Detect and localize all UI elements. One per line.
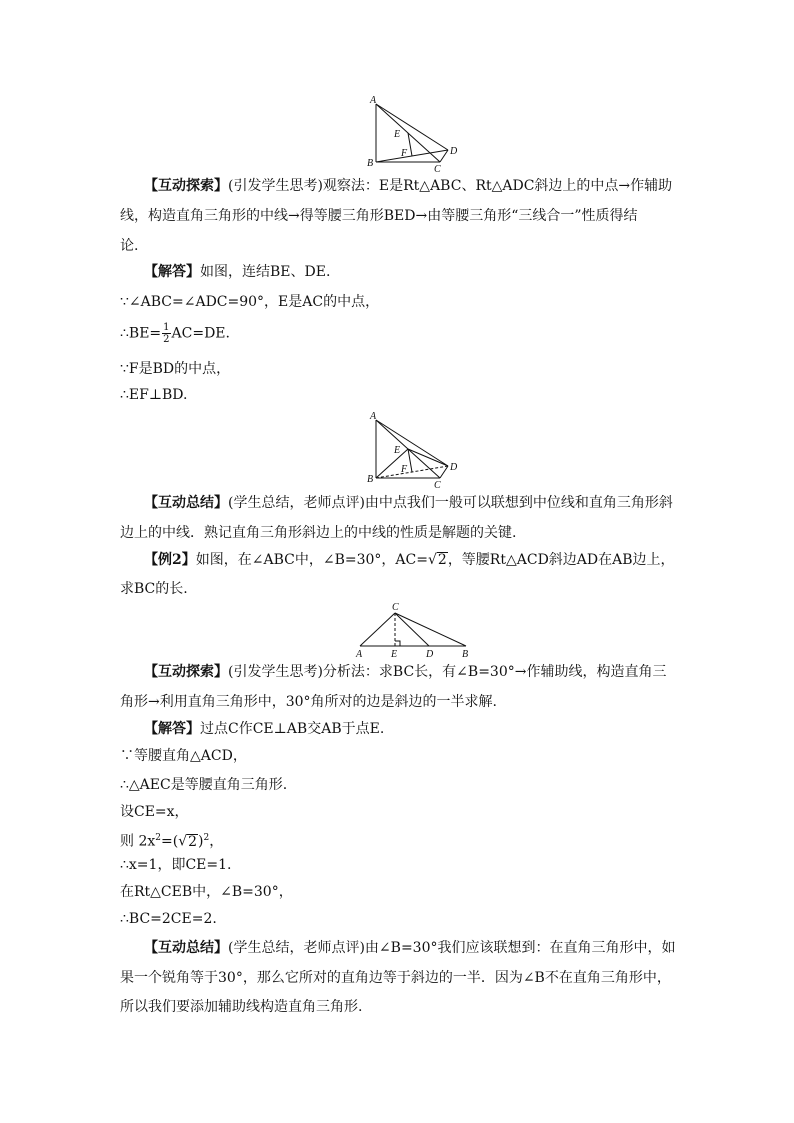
fig1-label-c: C <box>434 164 441 174</box>
block1-tag: 【互动探索】 <box>144 178 228 194</box>
fig3-label-e: E <box>391 649 398 660</box>
solution2-intro-text: 过点C作CE⊥AB交AB于点E. <box>200 721 385 737</box>
s4-sqrt: 2 <box>188 833 198 850</box>
block2-line1 <box>144 662 794 682</box>
solution1-intro-text: 如图，连结BE、DE. <box>200 264 331 280</box>
fig3-label-a: A <box>356 649 363 660</box>
summary2-line2: 果一个锐角等于30°，那么它所对的直角边等于斜边的一半．因为∠B不在直角三角形中， <box>120 970 671 986</box>
example2-post: ，等腰Rt△ACD斜边AD在AB边上， <box>447 552 675 568</box>
block1-line2: 线，构造直角三角形的中线→得等腰三角形BED→由等腰三角形“三线合一”性质得结 <box>120 208 638 224</box>
example2-line1: 【例2】如图，在∠ABC中，∠B=30°，AC=√2，等腰Rt△ACD斜边AD在AB边上， <box>144 552 675 568</box>
solution1-step1: ∵∠ABC=∠ADC=90°，E是AC的中点， <box>120 294 380 310</box>
solution2-intro <box>144 719 794 739</box>
solution1-intro <box>144 262 794 282</box>
s4-end: ， <box>209 833 224 850</box>
example2-line2: 求BC的长. <box>120 581 188 597</box>
s4-pre: 则 2x <box>120 833 156 850</box>
summary2-text1: (学生总结，老师点评)由∠B=30°我们应该联想到：在直角三角形中，如 <box>228 940 676 956</box>
solution2-s2: ∴△AEC是等腰直角三角形. <box>120 777 288 793</box>
solution1-tag: 【解答】 <box>144 264 200 280</box>
solution2-s4: 则 $2x^2=(√2)^2$， <box>120 833 224 850</box>
example2-pre: 如图，在∠ABC中，∠B=30°，AC= <box>195 552 428 568</box>
step2-pre: ∴BE= <box>120 325 162 342</box>
block1-line3: 论. <box>120 238 139 254</box>
figure-2 <box>362 410 462 490</box>
block1-line1 <box>144 176 794 196</box>
solution2-s3: 设CE=x， <box>120 804 189 820</box>
s4-post: ) <box>198 833 204 850</box>
block2-text1: (引发学生思考)分析法：求BC长，有∠B=30°→作辅助线，构造直角三 <box>228 664 667 680</box>
solution2-s7: ∴BC=2CE=2. <box>120 911 217 927</box>
summary2-tag: 【互动总结】 <box>144 940 228 956</box>
solution1-step2 <box>120 322 794 345</box>
summary1-text1: (学生总结，老师点评)由中点我们一般可以联想到中位线和直角三角形斜 <box>228 495 673 511</box>
summary1-line1 <box>144 493 794 513</box>
summary2-line3: 所以我们要添加辅助线构造直角三角形. <box>120 999 363 1015</box>
fig3-label-b: B <box>462 649 469 660</box>
s4-exp: 2 <box>155 833 161 843</box>
block2-line2: 角形→利用直角三角形中，30°角所对的边是斜边的一半求解. <box>120 694 497 710</box>
summary2-line1 <box>144 938 794 958</box>
summary1-line2: 边上的中线．熟记直角三角形斜边上的中线的性质是解题的关键. <box>120 525 517 541</box>
block2-tag: 【互动探索】 <box>144 664 228 680</box>
fig2-label-a: A <box>370 411 377 422</box>
figure-3 <box>350 600 480 660</box>
solution2-s6: 在Rt△CEB中，∠B=30°， <box>120 884 293 900</box>
step2-post: AC=DE. <box>171 325 230 342</box>
fig2-label-c: C <box>434 480 441 490</box>
block1-text1: (引发学生思考)观察法：E是Rt△ABC、Rt△ADC斜边上的中点→作辅助 <box>228 178 673 194</box>
solution1-step3: ∵F是BD的中点， <box>120 361 231 377</box>
figure-2-svg <box>362 410 462 490</box>
solution2-s1: ∵等腰直角△ACD， <box>120 748 247 764</box>
summary1-tag: 【互动总结】 <box>144 495 228 511</box>
solution2-tag: 【解答】 <box>144 721 200 737</box>
solution1-step4: ∴EF⊥BD. <box>120 387 188 403</box>
fig3-label-c: C <box>392 602 399 613</box>
fig2-label-b: B <box>367 474 374 485</box>
sqrt-2: 2 <box>437 552 447 568</box>
fig3-label-d: D <box>426 649 434 660</box>
example2-tag: 【例2】 <box>144 552 196 568</box>
fig1-label-b: B <box>367 158 374 169</box>
solution2-s5: ∴x=1，即CE=1. <box>120 857 232 873</box>
fraction-den: 2 <box>163 334 170 345</box>
fig1-label-d: D <box>450 146 458 157</box>
figure-1-svg <box>362 94 462 174</box>
figure-3-svg <box>350 600 480 660</box>
s4-exp2: 2 <box>203 833 210 843</box>
fig1-label-e: E <box>394 129 401 140</box>
fig1-label-f: F <box>401 148 408 159</box>
s4-mid: =( <box>161 833 179 850</box>
fraction-num: 1 <box>163 322 170 333</box>
fraction-half <box>162 322 170 345</box>
fig1-label-a: A <box>370 95 377 106</box>
fig2-label-f: F <box>401 464 408 475</box>
fig2-label-e: E <box>394 445 401 456</box>
fig2-label-d: D <box>450 462 458 473</box>
figure-1 <box>362 94 462 174</box>
